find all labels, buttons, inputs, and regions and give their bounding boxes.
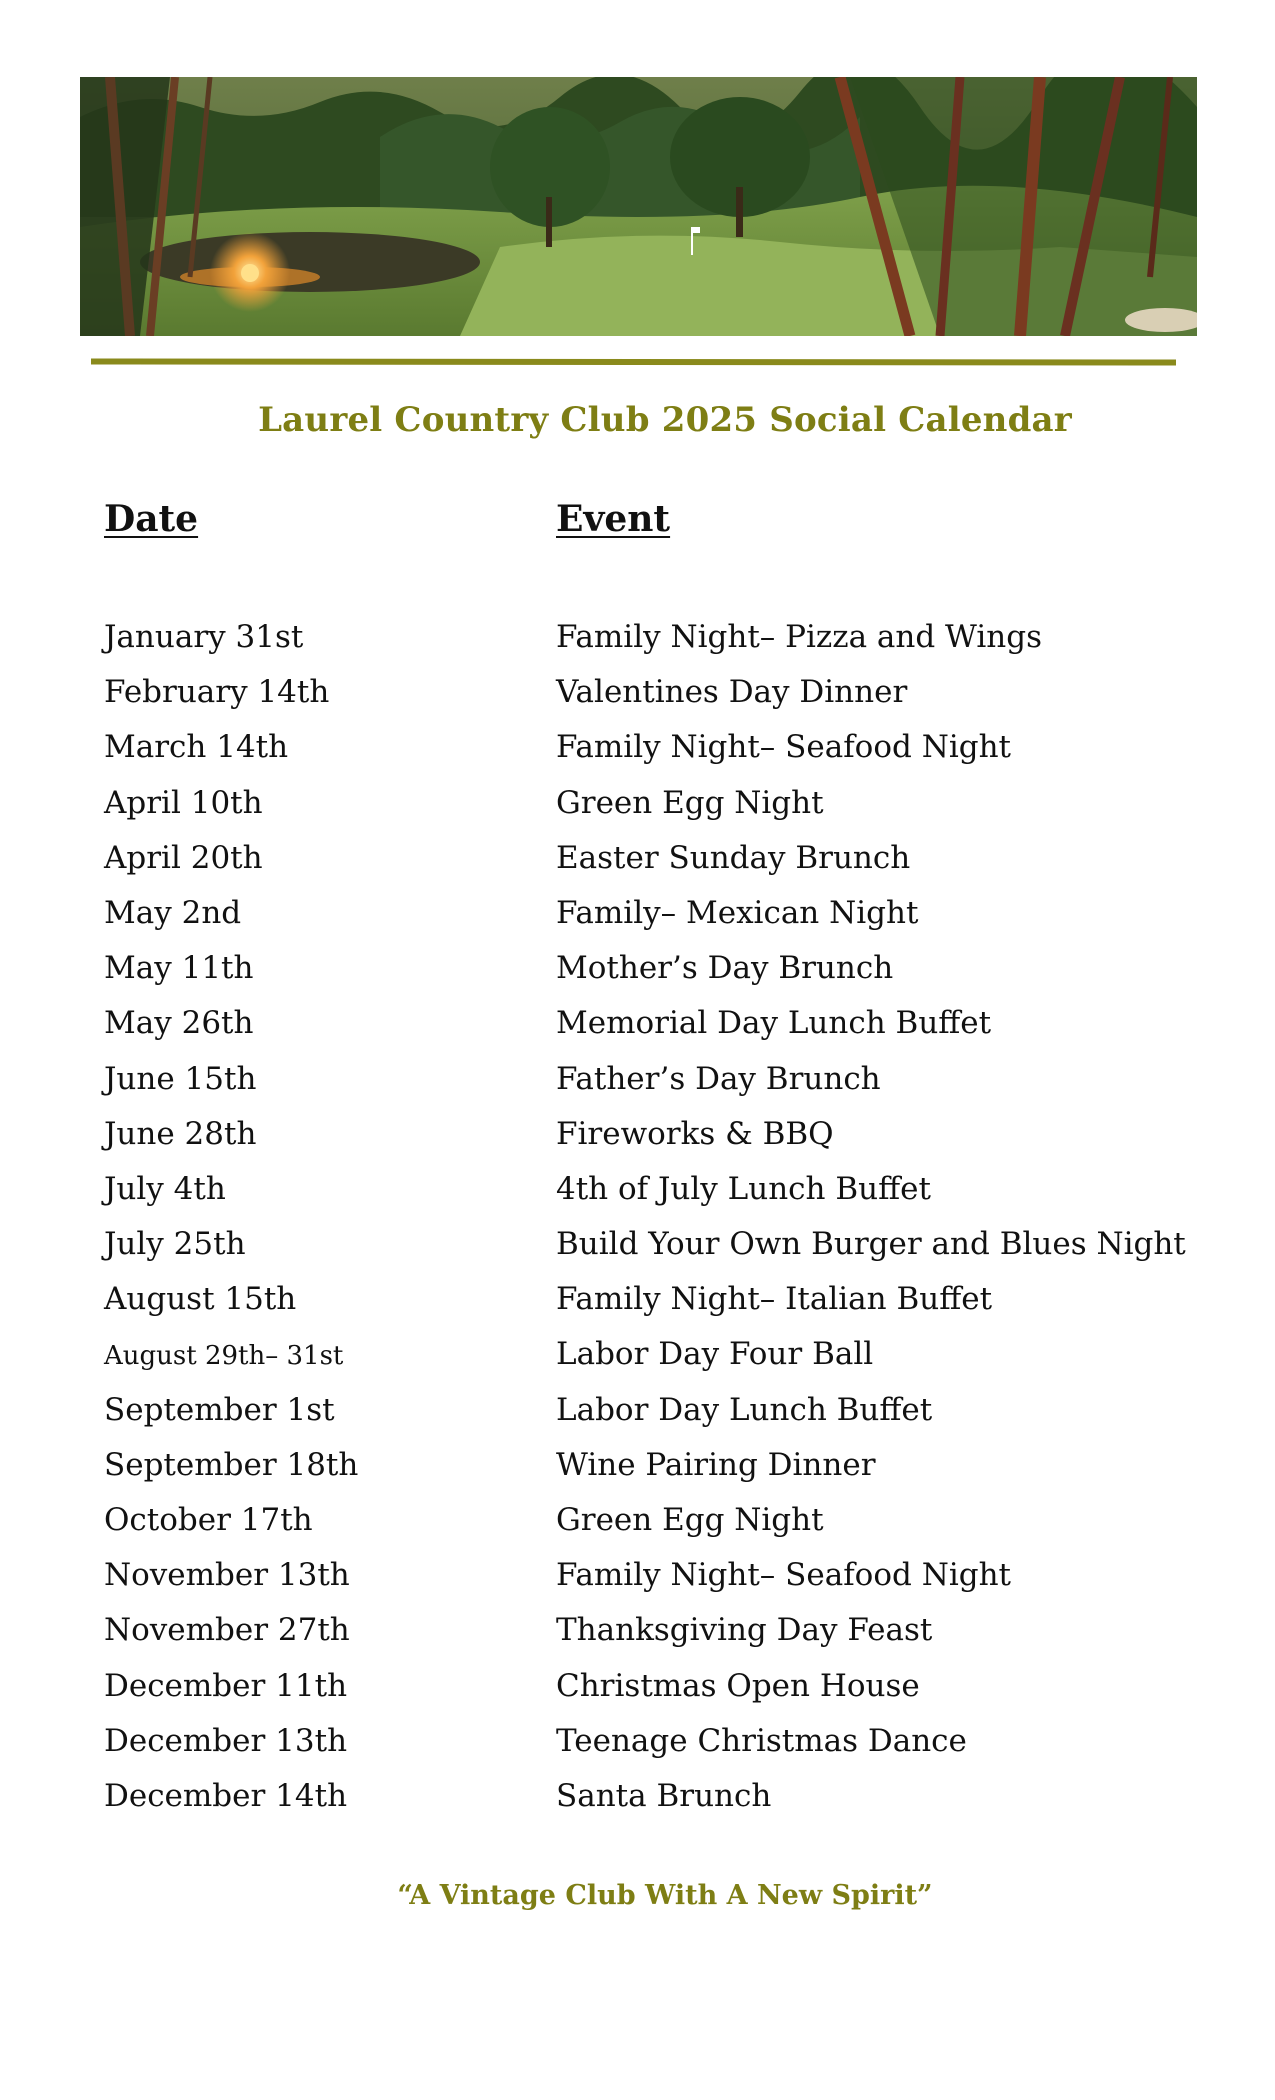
date-column-header: Date [104, 498, 199, 540]
header-banner-image [80, 77, 1197, 336]
event-date: November 27th [104, 1612, 350, 1649]
event-name: Family Night– Italian Buffet [556, 1281, 993, 1318]
event-name: Easter Sunday Brunch [556, 839, 911, 876]
golf-course-sunset-photo-icon [80, 77, 1197, 336]
event-name: Thanksgiving Day Feast [556, 1612, 933, 1649]
event-name: Build Your Own Burger and Blues Night [556, 1226, 1186, 1263]
event-date: February 14th [104, 674, 330, 711]
event-date: July 25th [104, 1226, 246, 1263]
event-date: September 1st [104, 1391, 335, 1428]
event-date: December 11th [104, 1667, 348, 1704]
club-slogan: “A Vintage Club With A New Spirit” [397, 1880, 933, 1911]
event-date: May 11th [104, 950, 254, 987]
event-name: Valentines Day Dinner [556, 674, 908, 711]
event-date: August 29th– 31st [104, 1341, 344, 1372]
event-date: June 15th [104, 1060, 257, 1097]
event-name: Santa Brunch [556, 1777, 772, 1814]
event-date: January 31st [104, 619, 304, 655]
event-date: December 14th [104, 1777, 348, 1814]
event-column-header: Event [556, 498, 671, 540]
table-row [0, 780, 1275, 835]
event-name: Memorial Day Lunch Buffet [556, 1005, 992, 1042]
event-date: April 10th [104, 784, 263, 821]
table-row [0, 945, 1275, 1000]
event-date: May 26th [104, 1005, 254, 1042]
table-row [0, 1607, 1275, 1662]
event-name: Teenage Christmas Dance [556, 1722, 967, 1759]
event-name: 4th of July Lunch Buffet [556, 1170, 931, 1207]
table-row [0, 835, 1275, 890]
event-name: Green Egg Night [556, 784, 824, 821]
table-row [0, 1111, 1275, 1166]
table-row [0, 1497, 1275, 1552]
event-date: March 14th [104, 729, 289, 766]
event-date: October 17th [104, 1502, 313, 1538]
event-date: April 20th [104, 839, 263, 876]
event-date: September 18th [104, 1446, 359, 1483]
table-row [0, 1442, 1275, 1497]
event-name: Family Night– Seafood Night [556, 729, 1012, 766]
event-date: August 15th [104, 1281, 297, 1318]
table-row [0, 669, 1275, 724]
table-row [0, 1663, 1275, 1718]
header-divider [91, 359, 1176, 366]
table-row [0, 1276, 1275, 1331]
event-date: July 4th [104, 1170, 226, 1207]
table-row [0, 1221, 1275, 1276]
event-date: December 13th [104, 1722, 348, 1759]
table-row [0, 1552, 1275, 1607]
table-row [0, 1056, 1275, 1111]
event-name: Labor Day Four Ball [556, 1336, 874, 1373]
table-row [0, 724, 1275, 779]
table-row [0, 1718, 1275, 1773]
event-name: Mother’s Day Brunch [556, 950, 894, 987]
event-name: Christmas Open House [556, 1667, 920, 1704]
event-name: Labor Day Lunch Buffet [556, 1391, 933, 1428]
page-title: Laurel Country Club 2025 Social Calendar [258, 400, 1072, 440]
event-name: Father’s Day Brunch [556, 1060, 881, 1097]
table-row [0, 1331, 1275, 1386]
table-row [0, 614, 1275, 669]
event-name: Fireworks & BBQ [556, 1115, 834, 1152]
event-list [0, 614, 1275, 1828]
table-row [0, 1387, 1275, 1442]
event-name: Green Egg Night [556, 1502, 824, 1538]
event-name: Wine Pairing Dinner [556, 1446, 876, 1483]
table-row [0, 890, 1275, 945]
event-date: May 2nd [104, 894, 242, 931]
event-name: Family Night– Seafood Night [556, 1557, 1012, 1594]
event-date: November 13th [104, 1557, 350, 1594]
table-row [0, 1166, 1275, 1221]
event-date: June 28th [104, 1115, 257, 1152]
table-row [0, 1000, 1275, 1055]
event-name: Family Night– Pizza and Wings [556, 619, 1043, 655]
table-row [0, 1773, 1275, 1828]
event-name: Family– Mexican Night [556, 894, 919, 931]
